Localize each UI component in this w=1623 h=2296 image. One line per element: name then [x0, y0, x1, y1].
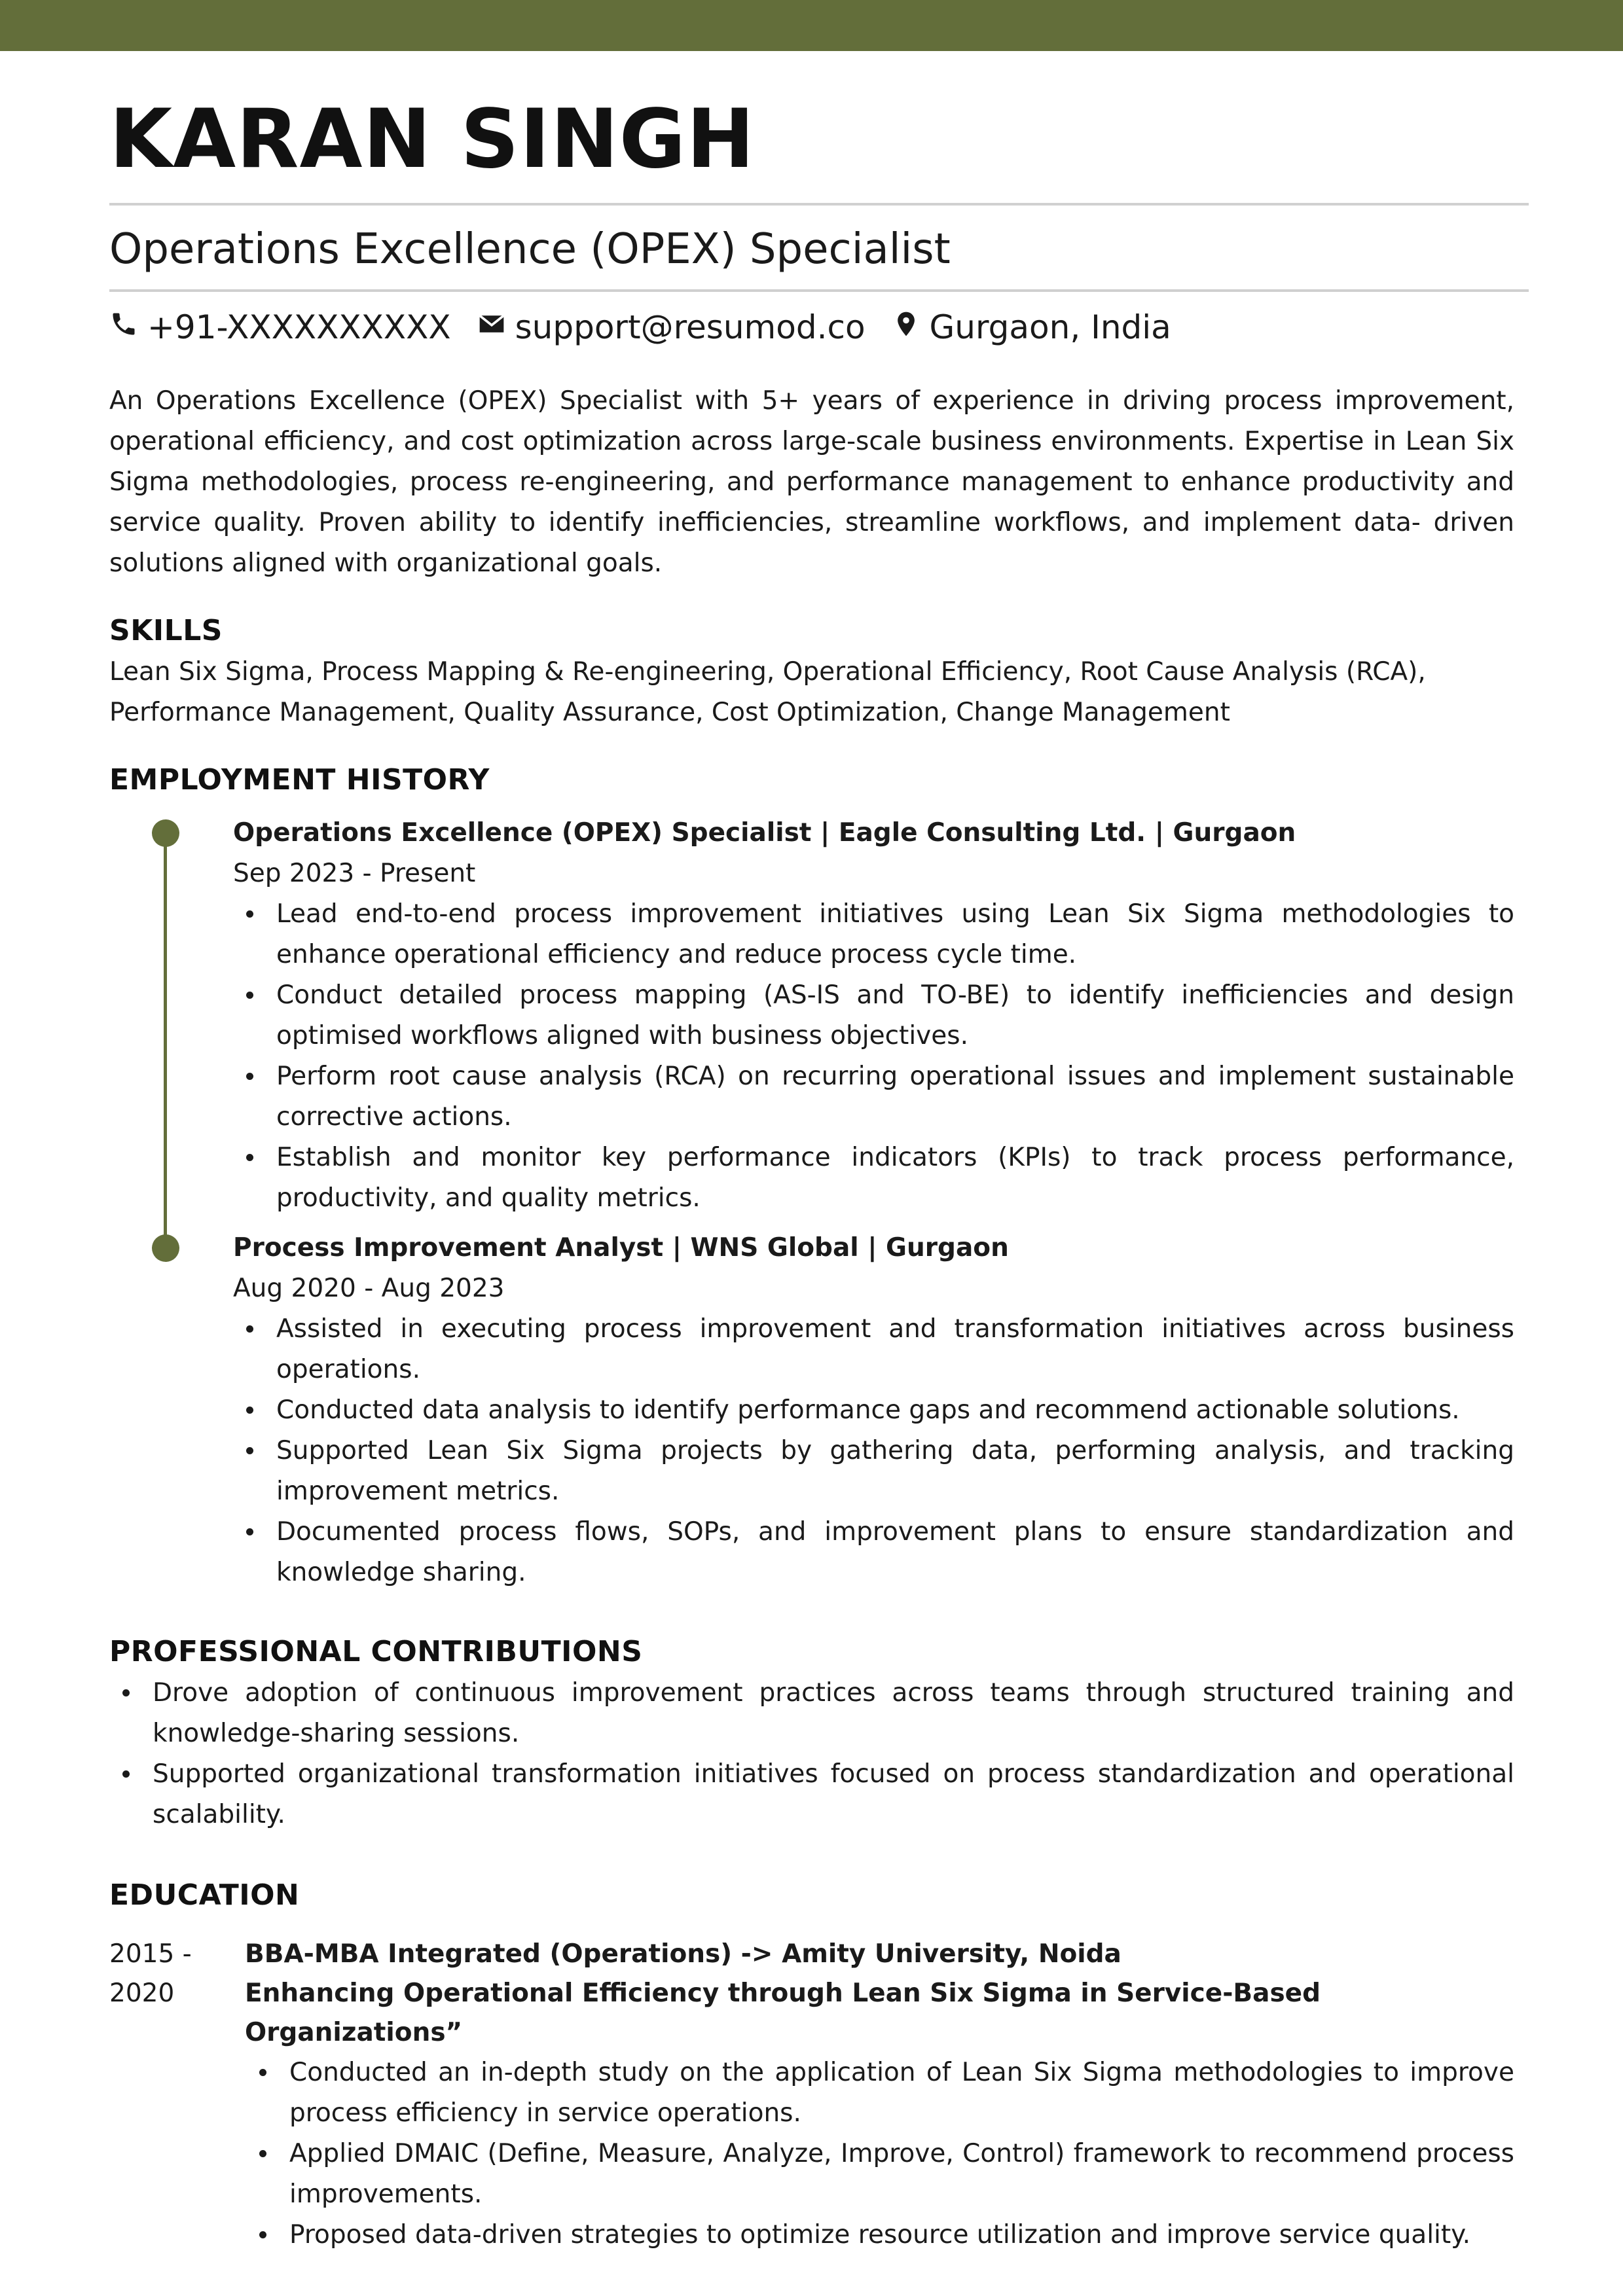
envelope-icon [477, 301, 515, 353]
job-header: Operations Excellence (OPEX) Specialist | Eagle Consulting Ltd. | Gurgaon [233, 818, 1296, 848]
job-dates: Aug 2020 - Aug 2023 [233, 1274, 505, 1303]
divider [109, 289, 1529, 292]
list-item: Lead end-to-end process improvement initiatives using Lean Six Sigma methodologies to enhance operational efficiency and reduce process cycle time. [276, 894, 1514, 975]
list-item: Conducted an in-depth study on the application of Lean Six Sigma methodologies to improve process efficiency in service operations. [289, 2053, 1514, 2134]
employment-heading: EMPLOYMENT HISTORY [109, 763, 490, 797]
timeline-dot [152, 819, 179, 847]
job-dates: Sep 2023 - Present [233, 859, 476, 888]
list-item: Drove adoption of continuous improvement practices across teams through structured training and knowledge-sharing sessions. [153, 1673, 1514, 1754]
job-entry [109, 813, 1514, 1219]
education-thesis: Enhancing Operational Efficiency through Lean Six Sigma in Service-Based Organizations” [245, 1979, 1321, 2047]
job-title: Operations Excellence (OPEX) Specialist [109, 225, 951, 274]
contact-bar [109, 301, 1514, 353]
timeline-dot [152, 1234, 179, 1262]
education-entry [109, 1935, 1514, 2255]
list-item: Conducted data analysis to identify performance gaps and recommend actionable solutions. [276, 1390, 1514, 1431]
education-years [109, 1935, 245, 2255]
list-item: Documented process flows, SOPs, and improvement plans to ensure standardization and knowledge sharing. [276, 1512, 1514, 1593]
contact-location [892, 301, 1171, 353]
contact-phone [109, 301, 451, 353]
candidate-name: KARAN SINGH [109, 92, 756, 187]
phone-text: +91-XXXXXXXXXX [147, 308, 451, 346]
education-year-start: 2015 - [109, 1939, 192, 1969]
list-item: Assisted in executing process improvement and transformation initiatives across business operations. [276, 1309, 1514, 1390]
education-degree: BBA-MBA Integrated (Operations) -> Amity University, Noida [245, 1939, 1122, 1969]
list-item: Conduct detailed process mapping (AS-IS and TO-BE) to identify inefficiencies and design optimised workflows aligned with business objectives. [276, 975, 1514, 1056]
job-header: Process Improvement Analyst | WNS Global | Gurgaon [233, 1233, 1009, 1263]
resume-page [109, 51, 1514, 2255]
phone-icon [109, 301, 147, 353]
job-bullets [233, 1309, 1514, 1593]
skills-line: Lean Six Sigma, Process Mapping & Re-engineering, Operational Efficiency, Root Cause Analysis (RCA), [109, 657, 1426, 687]
list-item: Supported organizational transformation initiatives focused on process standardization and operational scalability. [153, 1754, 1514, 1835]
employment-timeline [109, 813, 1514, 1593]
education-bullets [245, 2053, 1514, 2255]
location-text: Gurgaon, India [929, 308, 1171, 346]
divider [109, 203, 1529, 206]
list-item: Applied DMAIC (Define, Measure, Analyze, Improve, Control) framework to recommend process improvements. [289, 2134, 1514, 2215]
contact-email [477, 301, 866, 353]
skills-heading: SKILLS [109, 614, 223, 647]
education-heading: EDUCATION [109, 1878, 300, 1912]
education-details [245, 1935, 1514, 2255]
email-text: support@resumod.co [515, 308, 866, 346]
education-year-end: 2020 [109, 1979, 175, 2008]
list-item: Proposed data-driven strategies to optimize resource utilization and improve service quality. [289, 2215, 1514, 2255]
skills-list [109, 652, 1514, 733]
list-item: Perform root cause analysis (RCA) on recurring operational issues and implement sustainable corrective actions. [276, 1056, 1514, 1138]
map-pin-icon [892, 301, 930, 353]
contributions-list [109, 1673, 1514, 1835]
list-item: Establish and monitor key performance indicators (KPIs) to track process performance, productivity, and quality metrics. [276, 1138, 1514, 1219]
list-item: Supported Lean Six Sigma projects by gathering data, performing analysis, and tracking improvement metrics. [276, 1431, 1514, 1512]
job-bullets [233, 894, 1514, 1219]
skills-line: Performance Management, Quality Assurance, Cost Optimization, Change Management [109, 698, 1230, 727]
job-entry [109, 1228, 1514, 1593]
professional-summary: An Operations Excellence (OPEX) Specialist with 5+ years of experience in driving process improvement, operational efficiency, and cost optimization across large-scale business environments. Expertise in Lean Six Sigma methodologies, process re-engineering, and performance management to enhance productivity and service quality. Proven ability to identify inefficiencies, streamline workflows, and implement data- driven solutions aligned with organizational goals. [109, 386, 1514, 578]
contributions-heading: PROFESSIONAL CONTRIBUTIONS [109, 1635, 643, 1668]
top-accent-bar [0, 0, 1623, 51]
